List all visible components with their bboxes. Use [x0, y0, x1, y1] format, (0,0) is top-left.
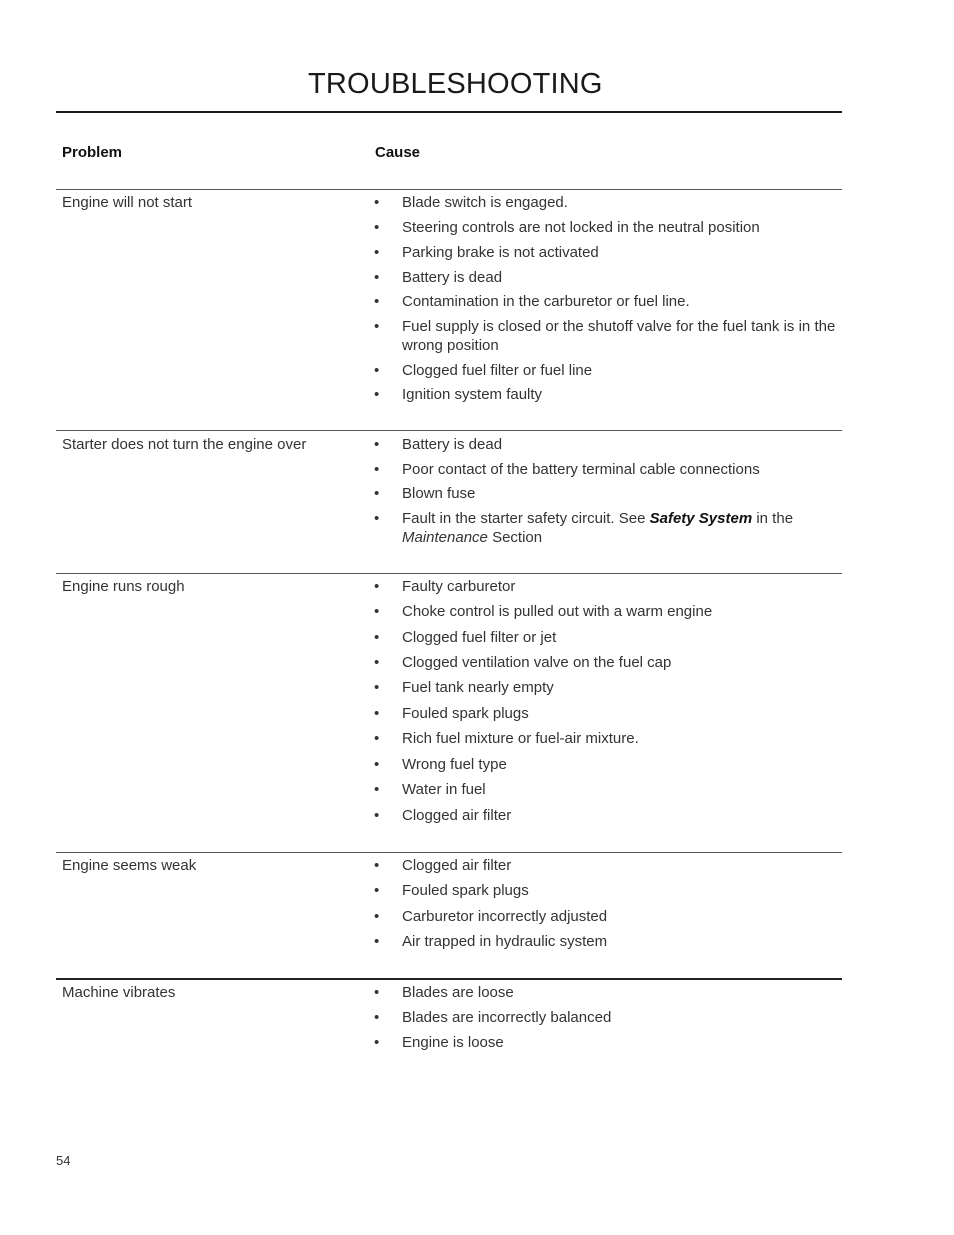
problem-label: Engine runs rough: [62, 578, 185, 595]
bullet-icon: •: [374, 578, 380, 595]
cause-text: Fuel supply is closed or the shutoff valve for the fuel tank is in the wrong position: [402, 318, 836, 354]
row-divider: [56, 978, 842, 980]
bullet-icon: •: [374, 461, 380, 478]
problem-label: Engine will not start: [62, 194, 193, 211]
bullet-icon: •: [374, 219, 380, 236]
row-divider: [56, 852, 842, 853]
bullet-icon: •: [374, 629, 380, 646]
bullet-icon: •: [374, 485, 380, 502]
bullet-icon: •: [374, 510, 380, 527]
cause-text: Parking brake is not activated: [402, 244, 599, 261]
row-divider: [56, 573, 842, 574]
cause-text: Carburetor incorrectly adjusted: [402, 908, 608, 925]
cause-text: Clogged air filter: [402, 807, 512, 824]
cause-text: Poor contact of the battery terminal cable connections: [402, 461, 760, 478]
bullet-icon: •: [374, 194, 380, 211]
page-number: 54: [56, 1153, 71, 1168]
safety-system-reference: Safety System: [649, 510, 753, 527]
cause-text: Battery is dead: [402, 436, 503, 453]
cause-text: Fouled spark plugs: [402, 882, 529, 899]
bullet-icon: •: [374, 933, 380, 950]
problem-label: Starter does not turn the engine over: [62, 436, 307, 453]
bullet-icon: •: [374, 318, 380, 335]
cause-text: Fuel tank nearly empty: [402, 679, 554, 696]
row-divider: [56, 189, 842, 190]
cause-text: Rich fuel mixture or fuel-air mixture.: [402, 730, 639, 747]
bullet-icon: •: [374, 730, 380, 747]
bullet-icon: •: [374, 436, 380, 453]
problem-label: Engine seems weak: [62, 857, 197, 874]
cause-text: Blown fuse: [402, 485, 476, 502]
bullet-icon: •: [374, 1034, 380, 1051]
bullet-icon: •: [374, 269, 380, 286]
title-divider: [56, 111, 842, 113]
bullet-icon: •: [374, 857, 380, 874]
cause-text: Battery is dead: [402, 269, 503, 286]
bullet-icon: •: [374, 781, 380, 798]
cause-text-middle: in the: [752, 510, 794, 527]
bullet-icon: •: [374, 654, 380, 671]
maintenance-reference: Maintenance: [402, 529, 488, 546]
bullet-icon: •: [374, 908, 380, 925]
row-divider: [56, 430, 842, 431]
cause-text: Faulty carburetor: [402, 578, 516, 595]
cause-text: Steering controls are not locked in the neutral position: [402, 219, 760, 236]
bullet-icon: •: [374, 362, 380, 379]
cause-text: Water in fuel: [402, 781, 486, 798]
cause-text: Choke control is pulled out with a warm engine: [402, 603, 713, 620]
cause-text: Contamination in the carburetor or fuel line.: [402, 293, 690, 310]
cause-text: Engine is loose: [402, 1034, 504, 1051]
cause-text: Clogged fuel filter or fuel line: [402, 362, 593, 379]
cause-text: Blades are incorrectly balanced: [402, 1009, 612, 1026]
bullet-icon: •: [374, 984, 380, 1001]
problem-label: Machine vibrates: [62, 984, 176, 1001]
bullet-icon: •: [374, 1009, 380, 1026]
cause-text: [402, 509, 842, 547]
cause-text: Wrong fuel type: [402, 756, 507, 773]
cause-text: Blade switch is engaged.: [402, 194, 568, 211]
cause-text: Clogged fuel filter or jet: [402, 629, 557, 646]
bullet-icon: •: [374, 756, 380, 773]
problem-column-header: Problem: [62, 144, 123, 161]
cause-text: Clogged air filter: [402, 857, 512, 874]
cause-text: Air trapped in hydraulic system: [402, 933, 608, 950]
cause-text: Blades are loose: [402, 984, 514, 1001]
bullet-icon: •: [374, 705, 380, 722]
bullet-icon: •: [374, 386, 380, 403]
cause-column-header: Cause: [375, 144, 421, 161]
bullet-icon: •: [374, 882, 380, 899]
cause-text-prefix: Fault in the starter safety circuit. See: [402, 510, 650, 527]
bullet-icon: •: [374, 293, 380, 310]
cause-text: Ignition system faulty: [402, 386, 543, 403]
bullet-icon: •: [374, 807, 380, 824]
bullet-icon: •: [374, 603, 380, 620]
cause-text: Clogged ventilation valve on the fuel cap: [402, 654, 672, 671]
bullet-icon: •: [374, 679, 380, 696]
cause-text-suffix: Section: [487, 529, 543, 546]
cause-text: Fouled spark plugs: [402, 705, 529, 722]
page-title: TROUBLESHOOTING: [308, 68, 603, 100]
bullet-icon: •: [374, 244, 380, 261]
